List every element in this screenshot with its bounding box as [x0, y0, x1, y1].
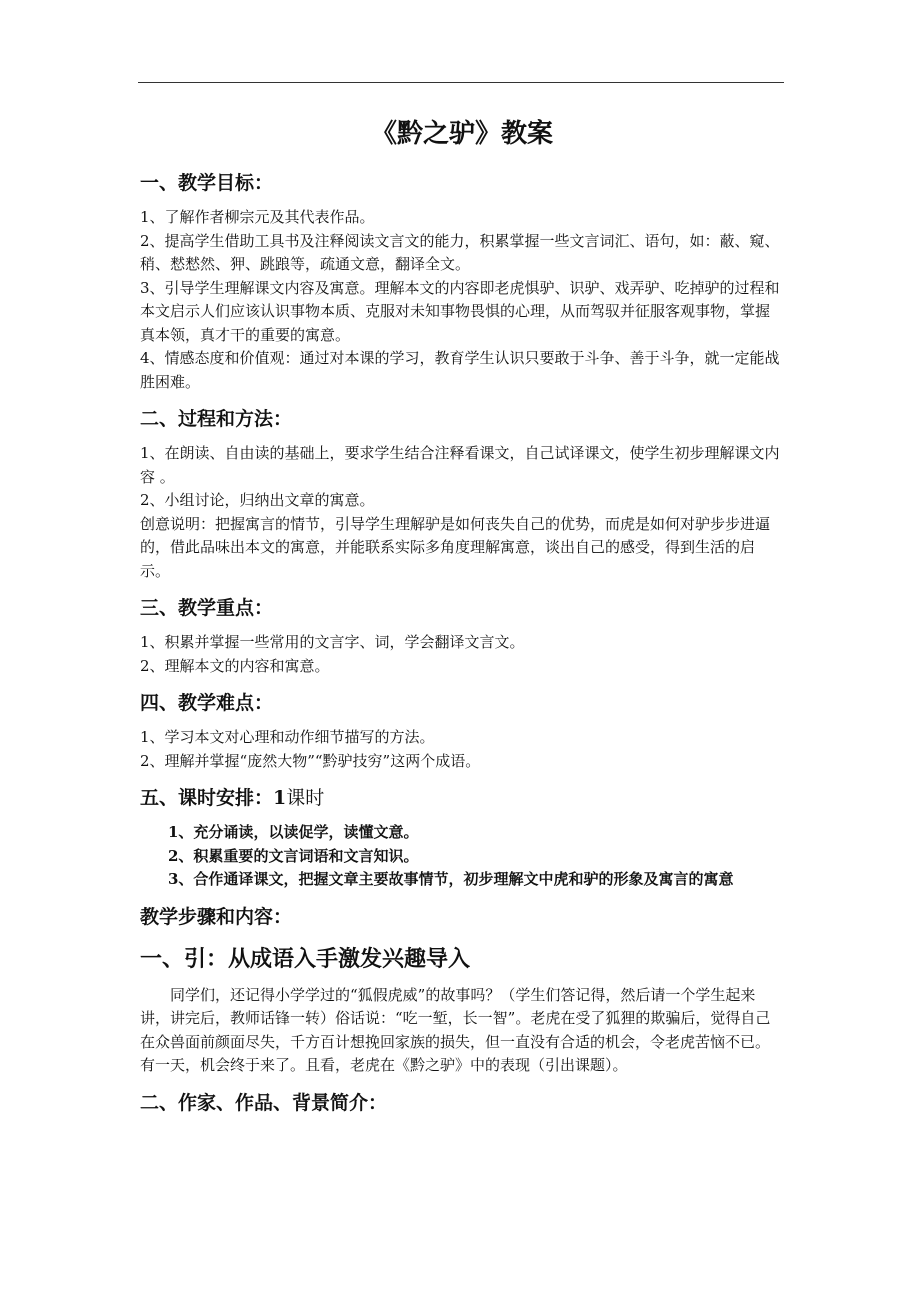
schedule-item: 1、充分诵读，以读促学，读懂文意。	[168, 823, 419, 841]
objective-item: 2、提高学生借助工具书及注释阅读文言文的能力，积累掌握一些文言词汇、语句，如：蔽、窥、稍、慭慭然、狎、跳踉等，疏通文意，翻译全文。	[140, 231, 780, 273]
schedule-heading-number: 1	[273, 787, 287, 809]
objective-item: 4、情感态度和价值观：通过对本课的学习，教育学生认识只要敢于斗争、善于斗争，就一定能战胜困难。	[140, 349, 780, 391]
header-rule	[138, 82, 784, 83]
part-heading-intro: 一、引：从成语入手激发兴趣导入	[140, 945, 471, 972]
section-heading-difficulties: 四、教学难点：	[140, 692, 274, 714]
process-item: 2、小组讨论，归纳出文章的寓意。	[140, 491, 375, 509]
difficulty-item: 2、理解并掌握“庞然大物”“黔驴技穷”这两个成语。	[140, 751, 481, 770]
document-title: 《黔之驴》教案	[370, 119, 553, 149]
process-item: 1、在朗读、自由读的基础上，要求学生结合注释看课文，自己试译课文，使学生初步理解课文内容 。	[140, 444, 780, 486]
objective-item: 1、了解作者柳宗元及其代表作品。	[140, 208, 375, 226]
key-point-item: 2、理解本文的内容和寓意。	[140, 656, 330, 675]
schedule-item: 3、合作通译课文，把握文章主要故事情节，初步理解文中虎和驴的形象及寓言的寓意	[168, 870, 734, 888]
lesson-plan-document	[140, 112, 784, 1126]
steps-heading: 教学步骤和内容：	[140, 905, 293, 928]
schedule-heading-prefix: 五、课时安排：	[140, 787, 274, 809]
section-heading-schedule	[140, 785, 784, 811]
section-heading-objectives: 一、教学目标：	[140, 172, 274, 194]
section-heading-key-points: 三、教学重点：	[140, 597, 274, 619]
part-heading-background: 二、作家、作品、背景简介：	[140, 1091, 388, 1114]
schedule-heading-unit: 课时	[286, 787, 325, 809]
creative-note: 创意说明：把握寓言的情节，引导学生理解驴是如何丧失自己的优势，而虎是如何对驴步步进逼的，借此品味出本文的寓意，并能联系实际多角度理解寓意，谈出自己的感受，得到生活的启示。	[140, 514, 771, 580]
schedule-item: 2、积累重要的文言词语和文言知识。	[168, 846, 419, 865]
difficulty-item: 1、学习本文对心理和动作细节描写的方法。	[140, 728, 435, 746]
objective-item: 3、引导学生理解课文内容及寓意。理解本文的内容即老虎惧驴、识驴、戏弄驴、吃掉驴的过程和本文启示人们应该认识事物本质、克服对未知事物畏惧的心理，从而驾驭并征服客观事物，掌握真本领，真才干的重要的寓意。	[140, 278, 780, 344]
intro-paragraph: 同学们，还记得小学学过的“狐假虎威”的故事吗？（学生们答记得，然后请一个学生起来讲，讲完后，教师话锋一转）俗话说：“吃一堑，长一智”。老虎在受了狐狸的欺骗后，觉得自己在众兽面前颜面尽失，千方百计想挽回家族的损失，但一直没有合适的机会，令老虎苦恼不已。有一天，机会终于来了。且看，老虎在《黔之驴》中的表现（引出课题）。	[140, 985, 771, 1074]
key-point-item: 1、积累并掌握一些常用的文言字、词，学会翻译文言文。	[140, 633, 525, 651]
section-heading-process: 二、过程和方法：	[140, 408, 293, 430]
